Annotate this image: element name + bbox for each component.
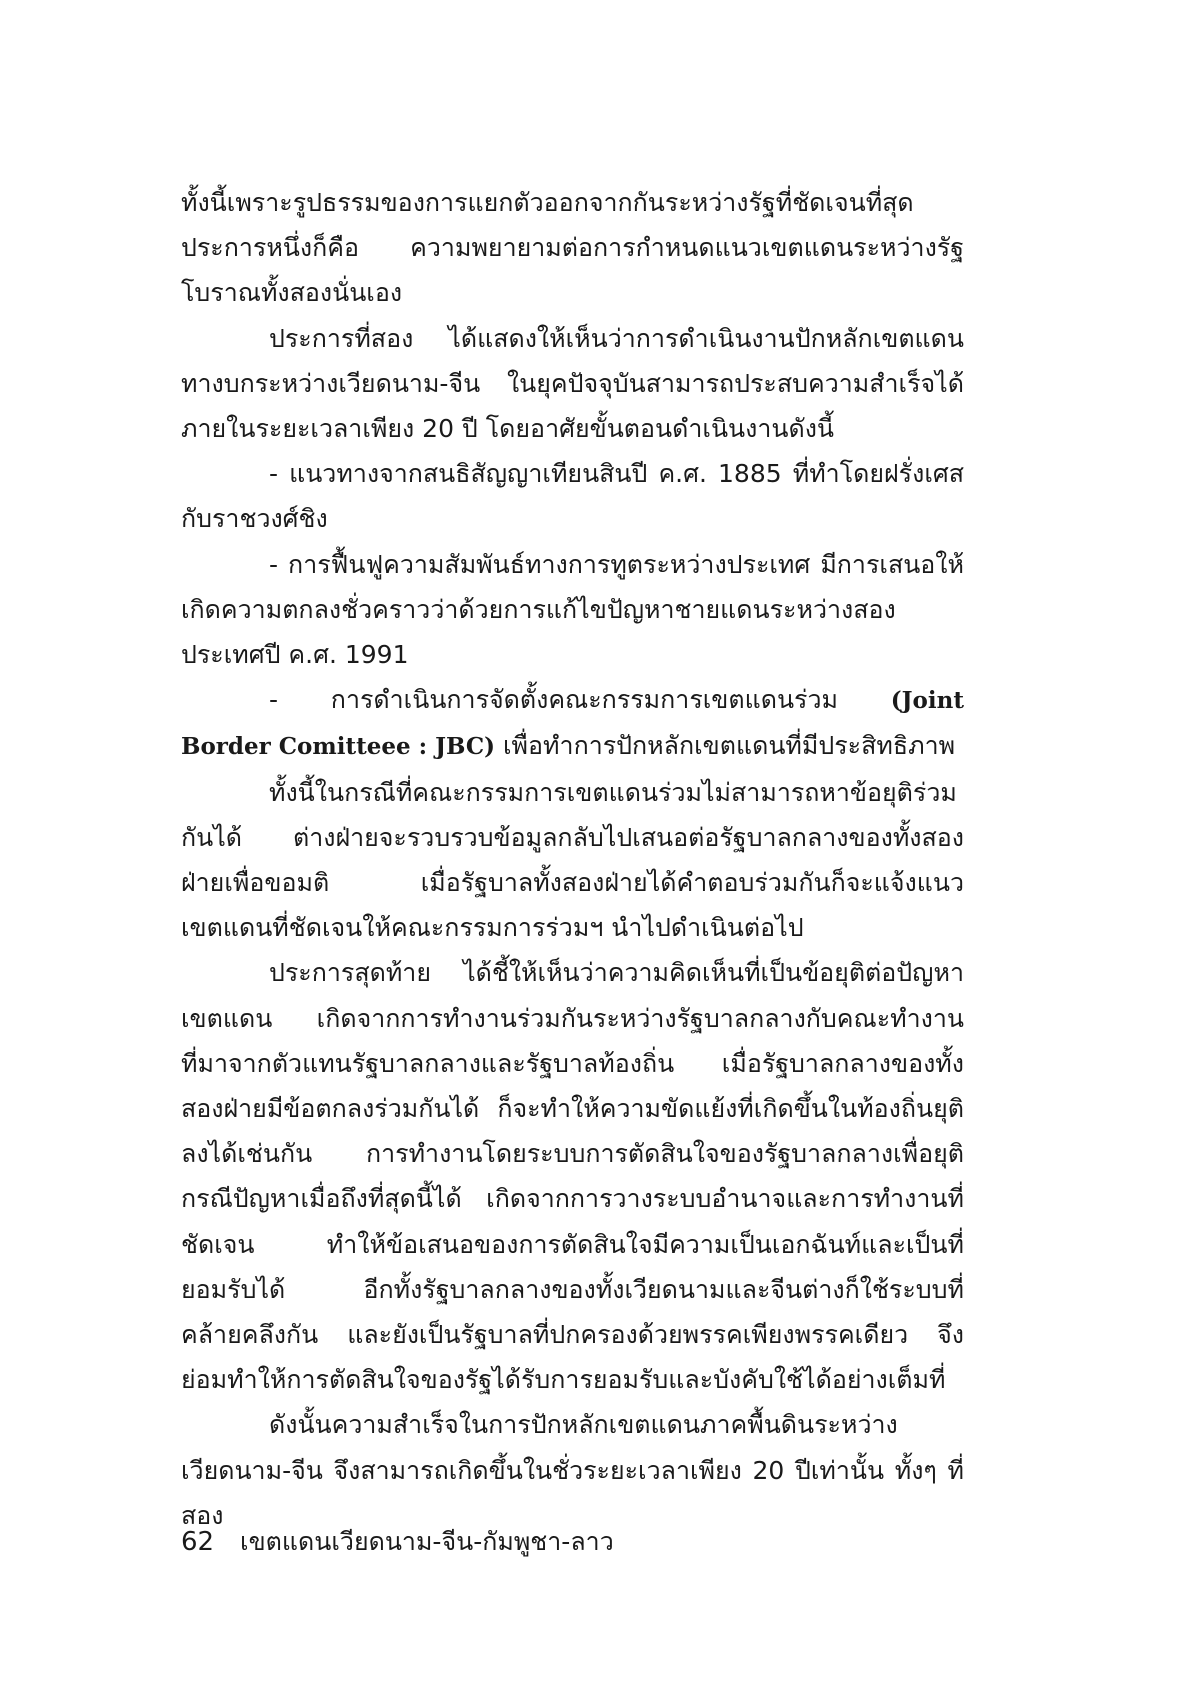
paragraph-4: - การฟื้นฟูความสัมพันธ์ทางการทูตระหว่างประเทศ มีการเสนอให้เกิดความตกลงชั่วคราวว่าด้วยการแก้ไขปัญหาชายแดนระหว่างสองประเทศปี ค.ศ. 1991	[181, 549, 964, 670]
page-number: 62	[181, 1527, 215, 1557]
running-title: เขตแดนเวียดนาม-จีน-กัมพูชา-ลาว	[240, 1527, 614, 1556]
body-text	[181, 180, 964, 1538]
paragraph-5-lead: - การดำเนินการจัดตั้งคณะกรรมการเขตแดนร่วม	[269, 685, 891, 715]
paragraph-1: ทั้งนี้เพราะรูปธรรมของการแยกตัวออกจากกันระหว่างรัฐที่ชัดเจนที่สุดประการหนึ่งก็คือ ความพยายามต่อการกำหนดแนวเขตแดนระหว่างรัฐโบราณทั้งสองนั่นเอง	[181, 188, 964, 308]
paragraph-2: ประการที่สอง ได้แสดงให้เห็นว่าการดำเนินงานปักหลักเขตแดนทางบกระหว่างเวียดนาม-จีน ในยุคปัจจุบันสามารถประสบความสำเร็จได้ภายในระยะเวลาเพียง 20 ปี โดยอาศัยขั้นตอนดำเนินงานดังนี้	[181, 323, 964, 444]
paragraph-7: ประการสุดท้าย ได้ชี้ให้เห็นว่าความคิดเห็นที่เป็นข้อยุติต่อปัญหาเขตแดน เกิดจากการทำงานร่วมกันระหว่างรัฐบาลกลางกับคณะทำงานที่มาจากตัวแทนรัฐบาลกลางและรัฐบาลท้องถิ่น เมื่อรัฐบาลกลางของทั้งสองฝ่ายมีข้อตกลงร่วมกันได้ ก็จะทำให้ความขัดแย้งที่เกิดขึ้นในท้องถิ่นยุติลงได้เช่นกัน การทำงานโดยระบบการตัดสินใจของรัฐบาลกลางเพื่อยุติกรณีปัญหาเมื่อถึงที่สุดนี้ได้ เกิดจากการวางระบบอำนาจและการทำงานที่ชัดเจน ทำให้ข้อเสนอของการตัดสินใจมีความเป็นเอกฉันท์และเป็นที่ยอมรับได้ อีกทั้งรัฐบาลกลางของทั้งเวียดนามและจีนต่างก็ใช้ระบบที่คล้ายคลึงกัน และยังเป็นรัฐบาลที่ปกครองด้วยพรรคเพียงพรรคเดียว จึงย่อมทำให้การตัดสินใจของรัฐได้รับการยอมรับและบังคับใช้ได้อย่างเต็มที่	[181, 958, 964, 1395]
paragraph-3: - แนวทางจากสนธิสัญญาเทียนสินปี ค.ศ. 1885 ที่ทำโดยฝรั่งเศสกับราชวงศ์ชิง	[181, 459, 964, 534]
paragraph-6: ทั้งนี้ในกรณีที่คณะกรรมการเขตแดนร่วมไม่สามารถหาข้อยุติร่วมกันได้ ต่างฝ่ายจะรวบรวบข้อมูลกลับไปเสนอต่อรัฐบาลกลางของทั้งสองฝ่ายเพื่อขอมติ เมื่อรัฐบาลทั้งสองฝ่ายได้คำตอบร่วมกันก็จะแจ้งแนวเขตแดนที่ชัดเจนให้คณะกรรมการร่วมฯ นำไปดำเนินต่อไป	[181, 777, 964, 943]
jbc-english-term: (Joint Border Comitteee : JBC)	[181, 687, 964, 761]
paragraph-8: ดังนั้นความสำเร็จในการปักหลักเขตแดนภาคพื้นดินระหว่างเวียดนาม-จีน จึงสามารถเกิดขึ้นในชั่วระยะเวลาเพียง 20 ปีเท่านั้น ทั้งๆ ที่สอง	[181, 1410, 964, 1530]
paragraph-5	[181, 677, 964, 769]
paragraph-5-tail: เพื่อทำการปักหลักเขตแดนที่มีประสิทธิภาพ	[495, 731, 956, 761]
page-footer	[181, 1524, 964, 1560]
